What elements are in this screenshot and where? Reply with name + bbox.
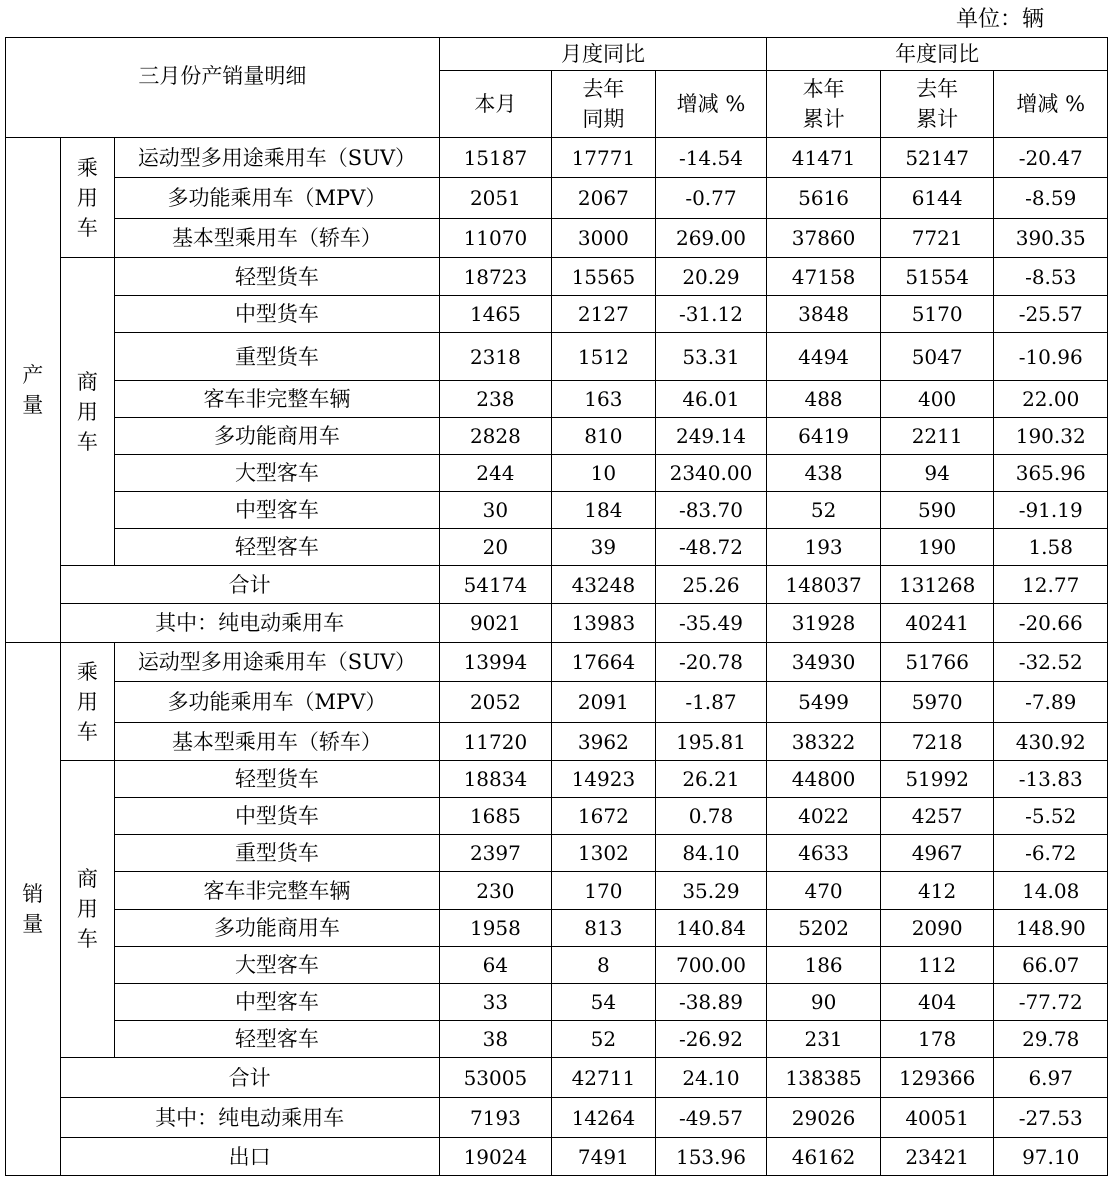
table-cell-value: 5202 bbox=[767, 910, 881, 947]
table-row bbox=[6, 296, 1108, 333]
table-cell-value: 15565 bbox=[552, 258, 656, 296]
table-cell-value: 138385 bbox=[767, 1058, 881, 1098]
group-label bbox=[60, 258, 115, 566]
table-cell-value: 4494 bbox=[767, 333, 881, 381]
table-cell-value: 590 bbox=[880, 492, 994, 529]
table-cell-value: 190.32 bbox=[994, 418, 1108, 455]
table-row bbox=[6, 138, 1108, 178]
table-cell-value: 25.26 bbox=[655, 566, 767, 604]
table-cell-value: 4967 bbox=[880, 835, 994, 872]
group-label bbox=[60, 643, 115, 761]
table-cell-value: -13.83 bbox=[994, 761, 1108, 798]
table-cell-value: 7491 bbox=[552, 1138, 656, 1176]
table-row bbox=[6, 258, 1108, 296]
table-cell-value: 2211 bbox=[880, 418, 994, 455]
table-cell-value: 5616 bbox=[767, 178, 881, 219]
table-cell-value: 52147 bbox=[880, 138, 994, 178]
table-row-summary bbox=[6, 1098, 1108, 1138]
table-cell-value: 20.29 bbox=[655, 258, 767, 296]
table-row bbox=[6, 872, 1108, 910]
table-cell-value: 7218 bbox=[880, 723, 994, 761]
table-cell-value: -14.54 bbox=[655, 138, 767, 178]
table-cell-value: 2067 bbox=[552, 178, 656, 219]
table-cell-value: 488 bbox=[767, 381, 881, 418]
row-label: 基本型乘用车（轿车） bbox=[115, 723, 439, 761]
table-cell-value: 46162 bbox=[767, 1138, 881, 1176]
table-cell-value: 31928 bbox=[767, 604, 881, 643]
table-cell-value: -77.72 bbox=[994, 984, 1108, 1021]
group-header-yearly: 年度同比 bbox=[767, 38, 1108, 71]
table-cell-value: -1.87 bbox=[655, 682, 767, 723]
table-cell-value: 140.84 bbox=[655, 910, 767, 947]
table-row bbox=[6, 835, 1108, 872]
table-cell-value: -6.72 bbox=[994, 835, 1108, 872]
section-label-char: 产 bbox=[22, 363, 44, 387]
table-cell-value: 7721 bbox=[880, 219, 994, 258]
group-label-char: 车 bbox=[76, 927, 98, 951]
section-label-char: 量 bbox=[22, 912, 44, 936]
table-cell-value: 470 bbox=[767, 872, 881, 910]
table-cell-value: 700.00 bbox=[655, 947, 767, 984]
table-cell-value: -31.12 bbox=[655, 296, 767, 333]
row-label: 中型客车 bbox=[115, 984, 439, 1021]
row-label: 运动型多用途乘用车（SUV） bbox=[115, 138, 439, 178]
row-label: 多功能商用车 bbox=[115, 418, 439, 455]
table-cell-value: 813 bbox=[552, 910, 656, 947]
group-label-char: 车 bbox=[76, 429, 98, 454]
row-label: 运动型多用途乘用车（SUV） bbox=[115, 643, 439, 682]
table-cell-value: 2318 bbox=[439, 333, 551, 381]
table-cell-value: 15187 bbox=[439, 138, 551, 178]
table-cell-value: 51992 bbox=[880, 761, 994, 798]
row-label: 重型货车 bbox=[115, 835, 439, 872]
table-cell-value: 13983 bbox=[552, 604, 656, 643]
table-cell-value: 2828 bbox=[439, 418, 551, 455]
col-header-change-monthly: 增减 % bbox=[655, 71, 767, 138]
table-cell-value: 238 bbox=[439, 381, 551, 418]
table-cell-value: 29.78 bbox=[994, 1021, 1108, 1058]
table-body bbox=[6, 138, 1108, 1176]
table-cell-value: 19024 bbox=[439, 1138, 551, 1176]
table-cell-value: -35.49 bbox=[655, 604, 767, 643]
table-cell-value: -27.53 bbox=[994, 1098, 1108, 1138]
table-cell-value: 3848 bbox=[767, 296, 881, 333]
row-label: 多功能乘用车（MPV） bbox=[115, 178, 439, 219]
table-cell-value: 35.29 bbox=[655, 872, 767, 910]
table-cell-value: 54 bbox=[552, 984, 656, 1021]
table-cell-value: 148.90 bbox=[994, 910, 1108, 947]
table-cell-value: 231 bbox=[767, 1021, 881, 1058]
col-header-text: 累计 bbox=[802, 107, 845, 131]
table-cell-value: 2340.00 bbox=[655, 455, 767, 492]
table-cell-value: 17664 bbox=[552, 643, 656, 682]
table-cell-value: 17771 bbox=[552, 138, 656, 178]
group-label bbox=[60, 761, 115, 1058]
table-cell-value: 249.14 bbox=[655, 418, 767, 455]
group-label-char: 用 bbox=[76, 185, 98, 210]
table-cell-value: 6419 bbox=[767, 418, 881, 455]
table-cell-value: 2090 bbox=[880, 910, 994, 947]
table-cell-value: 14264 bbox=[552, 1098, 656, 1138]
table-cell-value: 12.77 bbox=[994, 566, 1108, 604]
table-cell-value: -83.70 bbox=[655, 492, 767, 529]
table-row bbox=[6, 761, 1108, 798]
table-row-summary bbox=[6, 566, 1108, 604]
col-header-this-year-cumulative bbox=[767, 71, 881, 138]
table-cell-value: 97.10 bbox=[994, 1138, 1108, 1176]
table-cell-value: 23421 bbox=[880, 1138, 994, 1176]
table-cell-value: 365.96 bbox=[994, 455, 1108, 492]
group-label-char: 用 bbox=[76, 399, 98, 424]
table-row bbox=[6, 381, 1108, 418]
table-cell-value: 1465 bbox=[439, 296, 551, 333]
table-cell-value: -48.72 bbox=[655, 529, 767, 566]
table-cell-value: -8.53 bbox=[994, 258, 1108, 296]
table-cell-value: 2127 bbox=[552, 296, 656, 333]
group-label-char: 用 bbox=[76, 689, 98, 714]
table-row-summary bbox=[6, 1138, 1108, 1176]
table-cell-value: 193 bbox=[767, 529, 881, 566]
table-cell-value: 148037 bbox=[767, 566, 881, 604]
table-row bbox=[6, 333, 1108, 381]
table-cell-value: 195.81 bbox=[655, 723, 767, 761]
table-cell-value: 129366 bbox=[880, 1058, 994, 1098]
table-cell-value: 269.00 bbox=[655, 219, 767, 258]
table-cell-value: 44800 bbox=[767, 761, 881, 798]
row-label: 多功能商用车 bbox=[115, 910, 439, 947]
table-cell-value: 66.07 bbox=[994, 947, 1108, 984]
table-cell-value: 6144 bbox=[880, 178, 994, 219]
table-row bbox=[6, 529, 1108, 566]
table-cell-value: 38 bbox=[439, 1021, 551, 1058]
table-cell-value: 3962 bbox=[552, 723, 656, 761]
table-cell-value: 5047 bbox=[880, 333, 994, 381]
table-cell-value: 53005 bbox=[439, 1058, 551, 1098]
table-cell-value: 153.96 bbox=[655, 1138, 767, 1176]
table-row bbox=[6, 947, 1108, 984]
table-cell-value: 2052 bbox=[439, 682, 551, 723]
table-cell-value: 34930 bbox=[767, 643, 881, 682]
table-cell-value: 3000 bbox=[552, 219, 656, 258]
col-header-last-year-same-period bbox=[552, 71, 656, 138]
group-label-char: 乘 bbox=[76, 659, 98, 684]
table-cell-value: 1.58 bbox=[994, 529, 1108, 566]
table-cell-value: 184 bbox=[552, 492, 656, 529]
table-cell-value: 2051 bbox=[439, 178, 551, 219]
table-row bbox=[6, 219, 1108, 258]
table-cell-value: 2397 bbox=[439, 835, 551, 872]
table-cell-value: -49.57 bbox=[655, 1098, 767, 1138]
table-cell-value: 4633 bbox=[767, 835, 881, 872]
table-cell-value: 404 bbox=[880, 984, 994, 1021]
group-label-char: 车 bbox=[76, 719, 98, 744]
table-cell-value: -32.52 bbox=[994, 643, 1108, 682]
table-cell-value: 1302 bbox=[552, 835, 656, 872]
table-cell-value: 9021 bbox=[439, 604, 551, 643]
group-label-char: 商 bbox=[76, 369, 98, 394]
table-cell-value: -91.19 bbox=[994, 492, 1108, 529]
table-cell-value: 186 bbox=[767, 947, 881, 984]
table-cell-value: -5.52 bbox=[994, 798, 1108, 835]
group-label-char: 商 bbox=[76, 867, 98, 891]
table-cell-value: -26.92 bbox=[655, 1021, 767, 1058]
table-cell-value: 41471 bbox=[767, 138, 881, 178]
summary-label: 其中：纯电动乘用车 bbox=[60, 1098, 439, 1138]
table-cell-value: 390.35 bbox=[994, 219, 1108, 258]
table-cell-value: 52 bbox=[552, 1021, 656, 1058]
table-cell-value: 20 bbox=[439, 529, 551, 566]
table-cell-value: 810 bbox=[552, 418, 656, 455]
row-label: 中型客车 bbox=[115, 492, 439, 529]
table-cell-value: 90 bbox=[767, 984, 881, 1021]
col-header-text: 累计 bbox=[916, 107, 959, 131]
table-cell-value: 131268 bbox=[880, 566, 994, 604]
table-cell-value: 1958 bbox=[439, 910, 551, 947]
table-cell-value: 4022 bbox=[767, 798, 881, 835]
section-label-char: 量 bbox=[22, 393, 44, 417]
table-cell-value: 53.31 bbox=[655, 333, 767, 381]
table-cell-value: 18723 bbox=[439, 258, 551, 296]
row-label: 轻型客车 bbox=[115, 1021, 439, 1058]
table-cell-value: 7193 bbox=[439, 1098, 551, 1138]
table-cell-value: 178 bbox=[880, 1021, 994, 1058]
table-cell-value: 8 bbox=[552, 947, 656, 984]
table-cell-value: 2091 bbox=[552, 682, 656, 723]
unit-label: 单位：辆 bbox=[955, 7, 1044, 32]
table-row bbox=[6, 455, 1108, 492]
table-cell-value: 40051 bbox=[880, 1098, 994, 1138]
row-label: 基本型乘用车（轿车） bbox=[115, 219, 439, 258]
table-cell-value: 1685 bbox=[439, 798, 551, 835]
table-cell-value: 10 bbox=[552, 455, 656, 492]
col-header-text: 去年 bbox=[582, 77, 625, 101]
group-label-char: 乘 bbox=[76, 155, 98, 180]
table-cell-value: 5970 bbox=[880, 682, 994, 723]
table-cell-value: 1672 bbox=[552, 798, 656, 835]
table-cell-value: 170 bbox=[552, 872, 656, 910]
row-label: 中型货车 bbox=[115, 296, 439, 333]
table-cell-value: 112 bbox=[880, 947, 994, 984]
table-row-summary bbox=[6, 604, 1108, 643]
table-cell-value: -7.89 bbox=[994, 682, 1108, 723]
row-label: 大型客车 bbox=[115, 455, 439, 492]
table-title: 三月份产销量明细 bbox=[6, 38, 440, 138]
col-header-text: 同期 bbox=[582, 107, 625, 131]
table-cell-value: 11720 bbox=[439, 723, 551, 761]
row-label: 轻型货车 bbox=[115, 761, 439, 798]
table-row-summary bbox=[6, 1058, 1108, 1098]
table-cell-value: 42711 bbox=[552, 1058, 656, 1098]
table-cell-value: 18834 bbox=[439, 761, 551, 798]
table-cell-value: 51554 bbox=[880, 258, 994, 296]
table-cell-value: 47158 bbox=[767, 258, 881, 296]
table-row bbox=[6, 723, 1108, 761]
table-cell-value: 13994 bbox=[439, 643, 551, 682]
table-cell-value: 33 bbox=[439, 984, 551, 1021]
table-cell-value: 14.08 bbox=[994, 872, 1108, 910]
table-cell-value: 51766 bbox=[880, 643, 994, 682]
col-header-last-year-cumulative bbox=[880, 71, 994, 138]
col-header-this-month: 本月 bbox=[439, 71, 551, 138]
table-cell-value: 30 bbox=[439, 492, 551, 529]
table-cell-value: 412 bbox=[880, 872, 994, 910]
table-cell-value: 400 bbox=[880, 381, 994, 418]
table-cell-value: 163 bbox=[552, 381, 656, 418]
table-cell-value: -10.96 bbox=[994, 333, 1108, 381]
section-label bbox=[6, 138, 61, 643]
section-label-char: 销 bbox=[22, 882, 44, 906]
row-label: 轻型货车 bbox=[115, 258, 439, 296]
table-cell-value: -20.66 bbox=[994, 604, 1108, 643]
summary-label: 其中：纯电动乘用车 bbox=[60, 604, 439, 643]
table-cell-value: 37860 bbox=[767, 219, 881, 258]
table-cell-value: 29026 bbox=[767, 1098, 881, 1138]
col-header-text: 本年 bbox=[802, 77, 845, 101]
table-cell-value: 6.97 bbox=[994, 1058, 1108, 1098]
table-cell-value: 11070 bbox=[439, 219, 551, 258]
table-cell-value: 438 bbox=[767, 455, 881, 492]
table-row bbox=[6, 1021, 1108, 1058]
section-label bbox=[6, 643, 61, 1176]
summary-label: 合计 bbox=[60, 566, 439, 604]
table-cell-value: 24.10 bbox=[655, 1058, 767, 1098]
table-cell-value: 94 bbox=[880, 455, 994, 492]
table-cell-value: 38322 bbox=[767, 723, 881, 761]
table-cell-value: 244 bbox=[439, 455, 551, 492]
table-cell-value: 22.00 bbox=[994, 381, 1108, 418]
table-cell-value: 26.21 bbox=[655, 761, 767, 798]
group-label-char: 车 bbox=[76, 215, 98, 240]
table-cell-value: 0.78 bbox=[655, 798, 767, 835]
table-cell-value: 430.92 bbox=[994, 723, 1108, 761]
table-cell-value: 43248 bbox=[552, 566, 656, 604]
table-cell-value: 54174 bbox=[439, 566, 551, 604]
group-header-monthly: 月度同比 bbox=[439, 38, 767, 71]
table-row bbox=[6, 178, 1108, 219]
col-header-change-yearly: 增减 % bbox=[994, 71, 1108, 138]
table-cell-value: -38.89 bbox=[655, 984, 767, 1021]
table-cell-value: 52 bbox=[767, 492, 881, 529]
group-label-char: 用 bbox=[76, 897, 98, 921]
table-row bbox=[6, 798, 1108, 835]
row-label: 轻型客车 bbox=[115, 529, 439, 566]
table-cell-value: -25.57 bbox=[994, 296, 1108, 333]
table-cell-value: 230 bbox=[439, 872, 551, 910]
table-row bbox=[6, 492, 1108, 529]
summary-label: 出口 bbox=[60, 1138, 439, 1176]
table-cell-value: 5170 bbox=[880, 296, 994, 333]
header-row-groups bbox=[6, 38, 1108, 71]
table-row bbox=[6, 643, 1108, 682]
row-label: 客车非完整车辆 bbox=[115, 872, 439, 910]
table-row bbox=[6, 910, 1108, 947]
row-label: 客车非完整车辆 bbox=[115, 381, 439, 418]
table-cell-value: 39 bbox=[552, 529, 656, 566]
group-label bbox=[60, 138, 115, 258]
table-row bbox=[6, 984, 1108, 1021]
row-label: 大型客车 bbox=[115, 947, 439, 984]
table-cell-value: 84.10 bbox=[655, 835, 767, 872]
table-cell-value: 1512 bbox=[552, 333, 656, 381]
row-label: 多功能乘用车（MPV） bbox=[115, 682, 439, 723]
table-cell-value: -20.47 bbox=[994, 138, 1108, 178]
table-row bbox=[6, 682, 1108, 723]
table-cell-value: 190 bbox=[880, 529, 994, 566]
table-cell-value: 46.01 bbox=[655, 381, 767, 418]
summary-label: 合计 bbox=[60, 1058, 439, 1098]
table-row bbox=[6, 418, 1108, 455]
table-cell-value: 40241 bbox=[880, 604, 994, 643]
col-header-text: 去年 bbox=[916, 77, 959, 101]
production-sales-table bbox=[5, 37, 1108, 1176]
table-cell-value: 5499 bbox=[767, 682, 881, 723]
row-label: 重型货车 bbox=[115, 333, 439, 381]
table-cell-value: -0.77 bbox=[655, 178, 767, 219]
table-cell-value: 64 bbox=[439, 947, 551, 984]
row-label: 中型货车 bbox=[115, 798, 439, 835]
table-cell-value: -8.59 bbox=[994, 178, 1108, 219]
table-cell-value: -20.78 bbox=[655, 643, 767, 682]
table-cell-value: 14923 bbox=[552, 761, 656, 798]
table-cell-value: 4257 bbox=[880, 798, 994, 835]
